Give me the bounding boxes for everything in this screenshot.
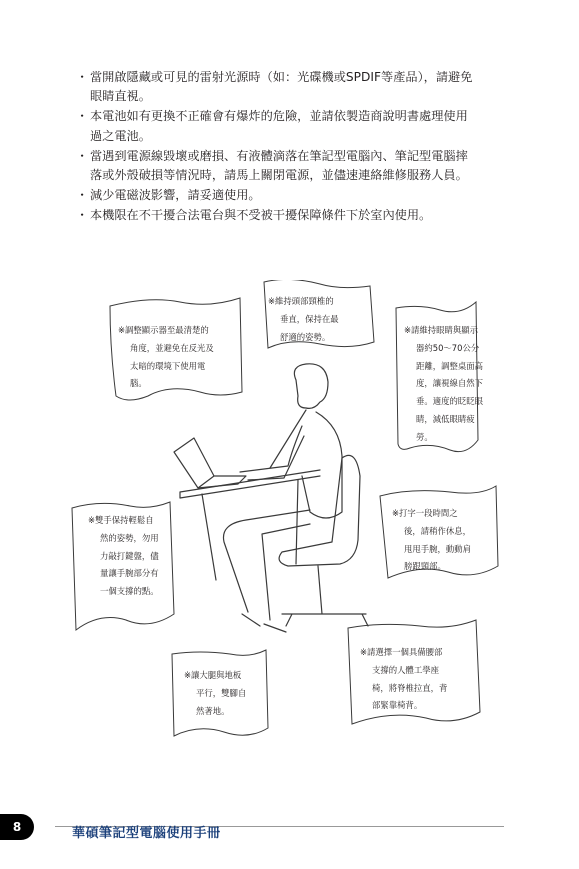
note-neck: ※維持頭部頸椎的 垂直，保持在最 舒適的姿勢。 xyxy=(268,296,339,342)
bullet-dot: ・ xyxy=(76,207,89,222)
bullet-item-laser xyxy=(76,68,516,107)
bullet-line: 落或外殼破損等情況時，請馬上關閉電源，並儘速連絡維修服務人員。 xyxy=(90,168,468,183)
person-arm xyxy=(240,426,304,480)
bullet-line: 過之電池。 xyxy=(90,128,151,143)
bullet-dot: ・ xyxy=(76,148,89,163)
note-display: ※調整顯示器至最清楚的 角度，並避免在反光及 太暗的環境下使用電 腦。 xyxy=(118,325,214,389)
bullet-item-damage xyxy=(76,147,516,186)
bullet-line: 減少電磁波影響，請妥適使用。 xyxy=(90,187,261,202)
note-eyes: ※請維持眼睛與顯示 器約50～70公分 距離，調整桌面高 度，讓視線自然下 垂。適度的眨眨眼 睛，減低眼睛疲 勞。 xyxy=(404,325,483,442)
bullet-dot: ・ xyxy=(76,109,89,124)
note-hands: ※雙手保持輕鬆自 然的姿勢，勿用 力敲打鍵盤，儘 量讓手腕部分有 一個支撐的點。 xyxy=(88,515,159,597)
bullet-line: 眼睛直視。 xyxy=(90,89,151,104)
bullet-line: 本電池如有更換不正確會有爆炸的危險，並請依製造商說明書處理使用 xyxy=(90,109,468,124)
page-number-badge: 8 xyxy=(0,814,34,840)
note-rest: ※打字一段時間之 後，請稍作休息， 甩甩手腕，動動肩 膀跟頸部。 xyxy=(392,508,471,572)
note-chair: ※請選擇一個具備腰部 支撐的人體工學座 椅，將脊椎拉直，背 部緊靠椅背。 xyxy=(360,647,448,711)
bullet-item-battery xyxy=(76,107,516,146)
bullet-line: 當開啟隱藏或可見的雷射光源時（如：光碟機或SPDIF等產品），請避免 xyxy=(90,70,473,84)
bullet-dot: ・ xyxy=(76,70,89,84)
bullet-dot: ・ xyxy=(76,187,89,202)
bullet-line: 當遇到電源線毀壞或磨損、有液體滴落在筆記型電腦內、筆記型電腦摔 xyxy=(90,148,468,163)
chair xyxy=(279,455,368,626)
laptop xyxy=(174,438,246,488)
footer-manual-title: 華碩筆記型電腦使用手冊 xyxy=(72,826,221,841)
note-thighs: ※讓大腿與地板 平行，雙腳自 然著地。 xyxy=(184,670,247,716)
person-head xyxy=(294,364,328,409)
bullet-item-emi xyxy=(76,186,516,205)
bullet-line: 本機限在不干擾合法電台與不受被干擾保障條件下於室內使用。 xyxy=(90,207,432,222)
person-torso xyxy=(270,410,342,518)
desk xyxy=(180,470,320,580)
bullet-item-indoor xyxy=(76,206,516,225)
safety-bullet-list xyxy=(76,68,516,226)
